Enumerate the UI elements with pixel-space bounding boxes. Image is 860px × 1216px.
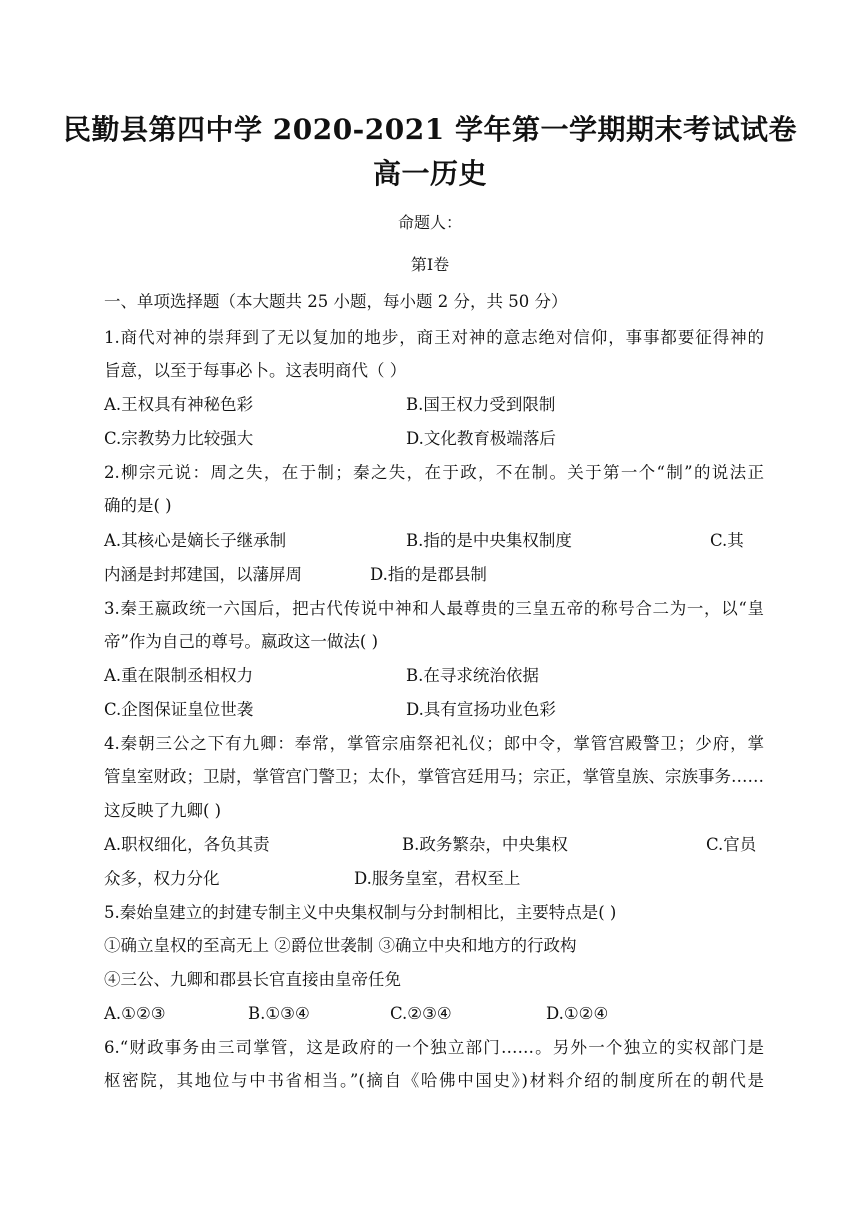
q6-stem-line1: 6.“财政事务由三司掌管，这是政府的一个独立部门……。另外一个独立的实权部门是 [104,1038,764,1057]
q5-items-line1: ①确立皇权的至高无上 ②爵位世袭制 ③确立中央和地方的行政构 [104,936,577,955]
q4-option-b: B.政务繁杂，中央集权 [402,835,568,854]
author-label: 命题人： [397,213,462,232]
q4-option-a: A.职权细化，各负其责 [104,835,270,854]
q2-option-c: C.其 [710,531,744,550]
q4-stem-line2: 管皇室财政；卫尉，掌管宫门警卫；太仆，掌管宫廷用马；宗正，掌管皇族、宗族事务…… [104,767,764,786]
q5-option-a: A.①②③ [104,1004,166,1023]
q6-stem-line2: 枢密院，其地位与中书省相当。”(摘自《哈佛中国史》)材料介绍的制度所在的朝代是 [104,1071,764,1090]
q1-option-d: D.文化教育极端落后 [406,429,556,448]
q4-option-c-continued: 众多，权力分化 [104,869,220,888]
q3-option-b: B.在寻求统治依据 [406,666,539,685]
part-one-heading: 一、单项选择题（本大题共 25 小题，每小题 2 分，共 50 分） [104,292,568,311]
q1-option-b: B.国王权力受到限制 [406,395,556,414]
q4-option-c: C.官员 [706,835,757,854]
q2-stem-line1: 2.柳宗元说：周之失，在于制；秦之失，在于政，不在制。关于第一个“制”的说法正 [104,463,764,482]
q2-option-d: D.指的是郡县制 [370,565,487,584]
q5-items-line2: ④三公、九卿和郡县长官直接由皇帝任免 [104,970,401,989]
exam-title: 民勤县第四中学 2020-2021 学年第一学期期末考试试卷 [63,113,797,146]
q1-stem-line1: 1.商代对神的崇拜到了无以复加的地步，商王对神的意志绝对信仰，事事都要征得神的 [104,328,764,347]
q3-option-d: D.具有宣扬功业色彩 [406,700,556,719]
q5-option-d: D.①②④ [546,1004,609,1023]
subject-title: 高一历史 [372,157,487,190]
q3-stem-line2: 帝”作为自己的尊号。嬴政这一做法( ) [104,632,379,651]
q2-option-a: A.其核心是嫡长子继承制 [104,531,287,550]
q2-option-b: B.指的是中央集权制度 [406,531,572,550]
q5-option-c: C.②③④ [390,1004,452,1023]
q5-stem: 5.秦始皇建立的封建专制主义中央集权制与分封制相比，主要特点是( ) [104,903,617,922]
q1-stem-line2: 旨意，以至于每事必卜。这表明商代（ ） [104,361,407,380]
q2-option-c-continued: 内涵是封邦建国，以藩屏周 [104,565,302,584]
section-label: 第Ⅰ卷 [410,255,450,274]
q4-stem-line1: 4.秦朝三公之下有九卿：奉常，掌管宗庙祭祀礼仪；郎中令，掌管宫殿警卫；少府，掌 [104,734,764,753]
q3-option-a: A.重在限制丞相权力 [104,666,254,685]
q4-stem-line3: 这反映了九卿( ) [104,801,222,820]
q1-option-a: A.王权具有神秘色彩 [104,395,254,414]
q3-stem-line1: 3.秦王嬴政统一六国后，把古代传说中神和人最尊贵的三皇五帝的称号合二为一，以“皇 [104,599,764,618]
q4-option-d: D.服务皇室，君权至上 [354,869,521,888]
q2-stem-line2: 确的是( ) [104,496,172,515]
q1-option-c: C.宗教势力比较强大 [104,429,254,448]
q5-option-b: B.①③④ [248,1004,310,1023]
q3-option-c: C.企图保证皇位世袭 [104,700,254,719]
